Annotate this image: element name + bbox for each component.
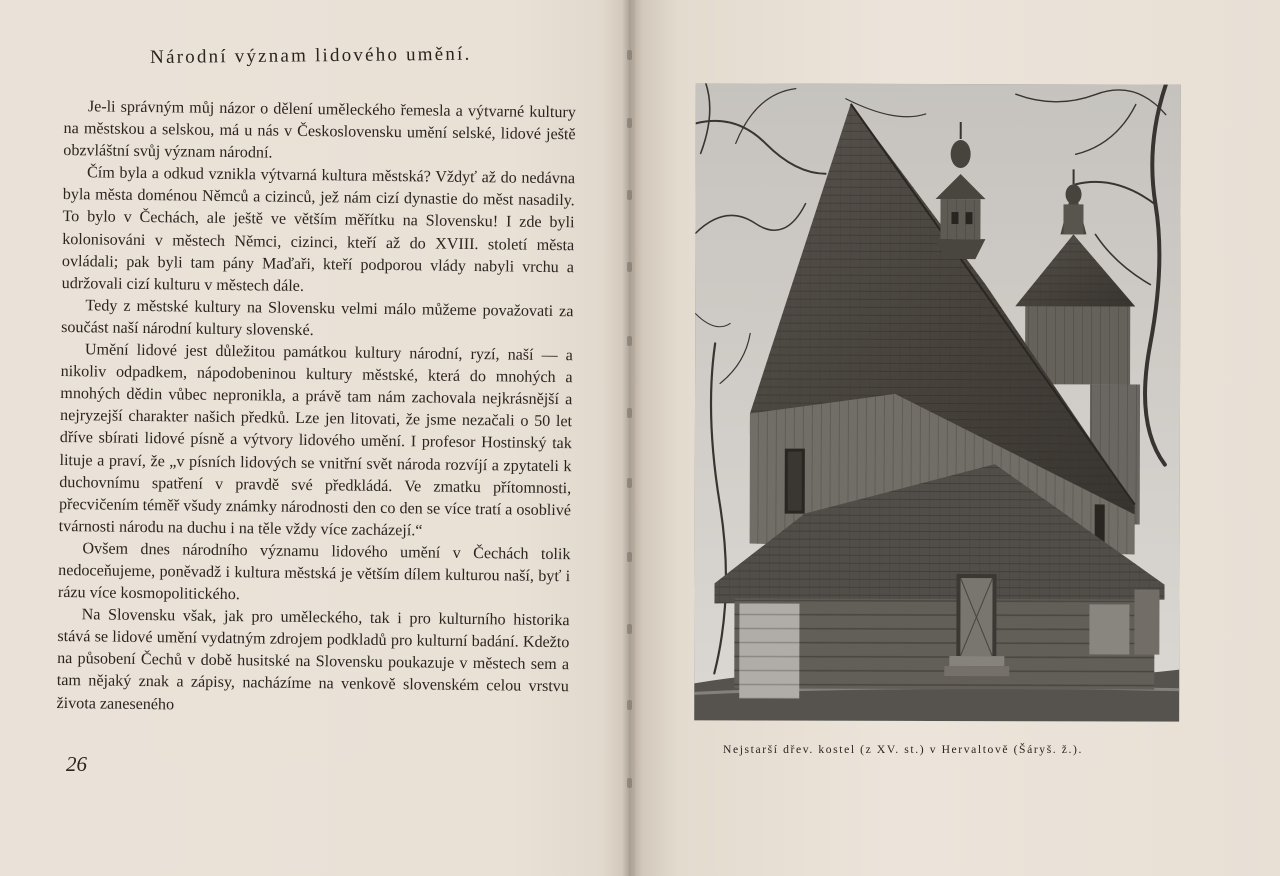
church-photograph [694,83,1181,721]
binding-stitch [627,118,632,128]
binding-stitch [627,700,632,710]
right-page [634,0,1280,876]
binding-stitch [627,190,632,200]
paragraph: Na Slovensku však, jak pro uměleckého, tak i pro kulturního historika stává se lidové umění vydatným zdrojem podkladů pro kulturní badání. Kdežto na působení Čechů v době husitské na Slovensku poukazuje v městech sem a tam nějaký znak a zápisy, nacházíme na venkově slovenském celou vrstvu života zaneseného [56,606,570,713]
binding-stitch [627,336,632,346]
paragraph: Je-li správným můj názor o dělení uměleckého řemesla a výtvarné kultury na městskou a selskou, má u nás v Československu umění selské, lidové ještě obzvláštní svůj význam národní. [63,98,576,162]
paragraph: Čím byla a odkud vznikla výtvarná kultura městská? Vždyť až do nedávna byla města doménou Němců a cizinců, jež nám cizí dynastie do měst nasadily. To bylo v Čechách, ale ještě ve větším měřítku na Slovensku! I zde byli kolonisováni v městech Němci, cizinci, kteří až do XVIII. století města ovládali; pak byli tam pány Maďaři, kteří podporou vlády nabyli vrchu a udržovali cizí kulturu v městech dále. [61,164,576,295]
left-page [0,0,625,876]
paragraph: Ovšem dnes národního významu lidového umění v Čechách tolik nedoceňujeme, poněvadž i kultura městská je větším dílem kulturou naší, byť i rázu více kosmopolitického. [57,540,571,604]
binding-stitch [627,778,632,788]
wooden-church-illustration [694,83,1181,721]
paragraph: Tedy z městské kultury na Slovensku velmi málo můžeme považovati za součást naší národní kultury slovenské. [61,297,574,340]
body-text [56,96,576,721]
binding-stitch [627,50,632,60]
page-number: 26 [66,752,87,776]
binding-stitch [627,624,632,634]
binding-stitch [627,478,632,488]
binding-stitch [627,408,632,418]
binding-stitch [627,552,632,562]
binding-stitch [627,262,632,272]
photo-caption: Nejstarší dřev. kostel (z XV. st.) v Hervaltově (Šáryš. ž.). [723,743,1084,756]
running-head: Národní význam lidového umění. [150,43,472,68]
paragraph: Umění lidové jest důležitou památkou kultury národní, ryzí, naší — a nikoliv odpadkem, nápodobeninou kultury městské, která do mnohých a mnohých dědin vůbec nepronikla, a právě tam nám zachovala nejkrásnější a nejryzejší charakter našich předků. Lze jen litovati, že jsme nezačali o 50 let dříve sbírati lidové písně a výtvory lidového umění. I profesor Hostinský tak lituje a praví, že „v písních lidových se vnitřní svět národa rozvíjí a zpytateli k duchovnímu spatření v pravdě své předkládá. Ve zmatku přítomnosti, přecvičením téměř všudy známky národnosti den co den se více tratí a osoblivé tvárnosti národu na duchu i na těle vždy více zacházejí.“ [58,341,573,540]
